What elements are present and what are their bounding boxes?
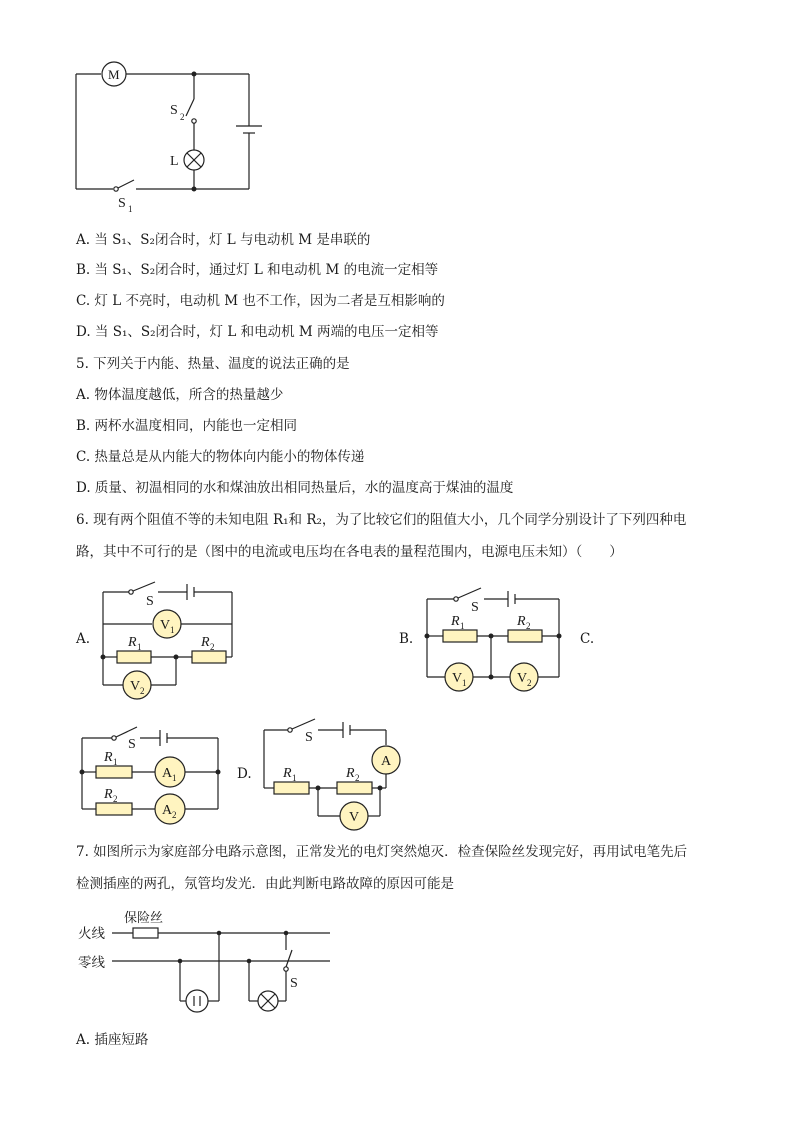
q4-option-d: D. 当 S₁、S₂闭合时，灯 L 和电动机 M 两端的电压一定相等 [76, 324, 439, 340]
svg-text:M: M [108, 67, 120, 82]
svg-text:R: R [451, 614, 460, 629]
q5-stem: 5. 下列关于内能、热量、温度的说法正确的是 [76, 356, 350, 372]
q5-option-d: D. 质量、初温相同的水和煤油放出相同热量后，水的温度高于煤油的温度 [76, 480, 514, 496]
fire-wire-label: 火线 [78, 926, 105, 942]
svg-text:1: 1 [460, 621, 465, 631]
svg-text:S: S [146, 594, 154, 609]
q7-option-a: A. 插座短路 [76, 1032, 149, 1048]
svg-text:L: L [170, 154, 179, 169]
svg-text:R: R [517, 614, 526, 629]
svg-text:S: S [305, 730, 313, 745]
q6-stem-line1: 6. 现有两个阻值不等的未知电阻 R₁和 R₂，为了比较它们的阻值大小，几个同学分别设计了下列四种电 [76, 512, 687, 528]
svg-text:V: V [452, 671, 463, 686]
q4-option-a: A. 当 S₁、S₂闭合时，灯 L 与电动机 M 是串联的 [76, 232, 371, 248]
svg-text:2: 2 [526, 621, 531, 631]
svg-text:R: R [201, 635, 210, 650]
svg-text:1: 1 [170, 625, 175, 635]
svg-text:1: 1 [113, 757, 118, 767]
svg-text:1: 1 [292, 773, 297, 783]
neutral-wire-label: 零线 [78, 955, 105, 971]
svg-text:A: A [162, 766, 173, 781]
q5-option-b: B. 两杯水温度相同，内能也一定相同 [76, 418, 298, 434]
svg-text:2: 2 [210, 642, 215, 652]
svg-text:R: R [283, 766, 292, 781]
q6-label-a: A. [76, 631, 91, 647]
svg-text:2: 2 [355, 773, 360, 783]
q4-option-b: B. 当 S₁、S₂闭合时，通过灯 L 和电动机 M 的电流一定相等 [76, 262, 439, 278]
svg-text:V: V [130, 679, 141, 694]
q6-stem-line2: 路，其中不可行的是（图中的电流或电压均在各电表的量程范围内，电源电压未知）（ ） [76, 544, 623, 560]
svg-text:V: V [517, 671, 528, 686]
svg-text:R: R [104, 750, 113, 765]
svg-text:2: 2 [527, 678, 532, 688]
svg-text:R: R [346, 766, 355, 781]
q6-label-c: C. [580, 631, 595, 647]
q7-stem-line1: 7. 如图所示为家庭部分电路示意图，正常发光的电灯突然熄灭．检查保险丝发现完好，再用试电笔先后 [76, 844, 688, 860]
svg-text:2: 2 [180, 112, 185, 122]
fuse-label: 保险丝 [124, 911, 164, 926]
q6-label-d: D. [237, 766, 252, 782]
q4-option-c: C. 灯 L 不亮时，电动机 M 也不工作，因为二者是互相影响的 [76, 293, 445, 309]
svg-text:S: S [170, 103, 178, 118]
q6-label-b: B. [399, 631, 414, 647]
q7-stem-line2: 检测插座的两孔，氖管均发光．由此判断电路故障的原因可能是 [76, 876, 454, 892]
svg-text:2: 2 [113, 794, 118, 804]
svg-text:A: A [381, 754, 392, 769]
q5-option-c: C. 热量总是从内能大的物体向内能小的物体传递 [76, 449, 365, 465]
svg-text:1: 1 [172, 773, 177, 783]
svg-text:S: S [118, 196, 126, 211]
socket-symbol [186, 990, 208, 1012]
svg-text:S: S [290, 976, 298, 991]
svg-text:V: V [349, 810, 360, 825]
svg-text:V: V [160, 618, 171, 633]
svg-text:2: 2 [172, 810, 177, 820]
svg-text:R: R [128, 635, 137, 650]
svg-text:S: S [128, 737, 136, 752]
svg-text:A: A [162, 803, 173, 818]
svg-text:2: 2 [140, 686, 145, 696]
svg-text:R: R [104, 787, 113, 802]
svg-text:S: S [471, 600, 479, 615]
svg-text:1: 1 [128, 204, 133, 214]
svg-text:1: 1 [137, 642, 142, 652]
q5-option-a: A. 物体温度越低，所含的热量越少 [76, 387, 284, 403]
svg-text:1: 1 [462, 678, 467, 688]
